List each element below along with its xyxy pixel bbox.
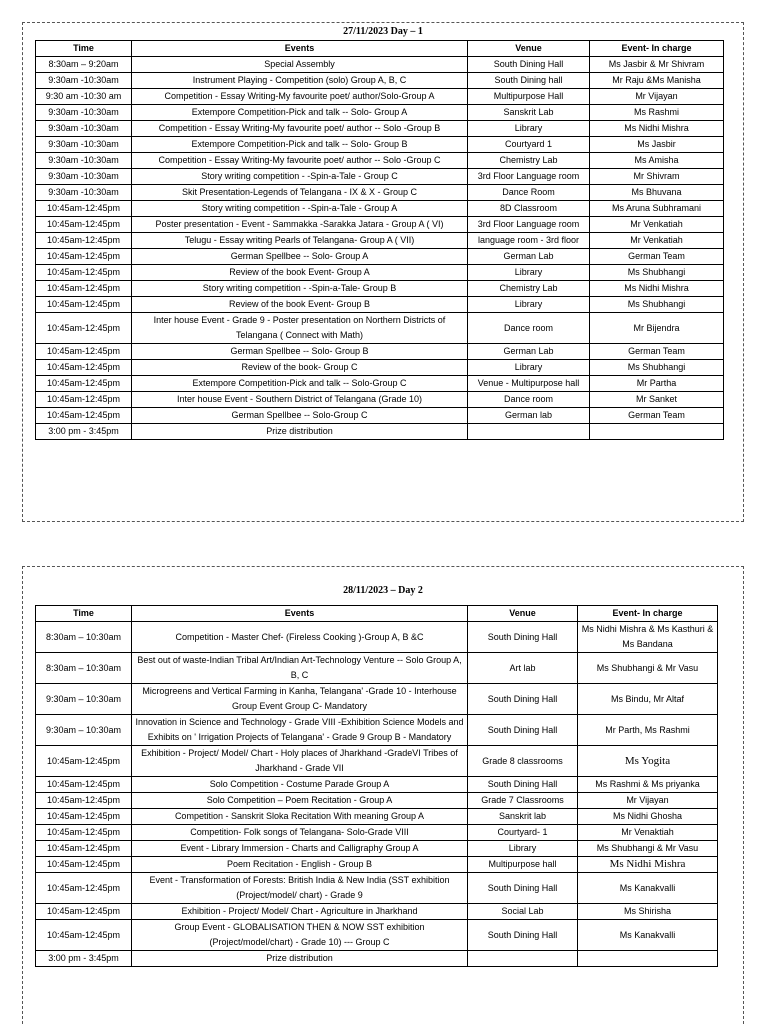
- cell-time: 9:30am -10:30am: [36, 73, 132, 89]
- cell-event: Solo Competition - Costume Parade Group A: [132, 777, 468, 793]
- cell-venue: Library: [468, 121, 590, 137]
- cell-event: Story writing competition - -Spin-a-Tale - Group A: [132, 201, 468, 217]
- cell-event: Review of the book Event- Group A: [132, 265, 468, 281]
- header-venue: Venue: [468, 41, 590, 57]
- cell-time: 9:30am -10:30am: [36, 185, 132, 201]
- cell-venue: Dance room: [468, 392, 590, 408]
- cell-venue: Library: [468, 841, 578, 857]
- table-row: [36, 920, 718, 951]
- cell-venue: South Dining Hall: [468, 715, 578, 746]
- cell-time: 10:45am-12:45pm: [36, 857, 132, 873]
- cell-event: Extempore Competition-Pick and talk -- Solo- Group B: [132, 137, 468, 153]
- cell-venue: [468, 424, 590, 440]
- cell-event: Exhibition - Project/ Model/ Chart - Agriculture in Jharkhand: [132, 904, 468, 920]
- cell-venue: Library: [468, 360, 590, 376]
- cell-venue: Sanskrit lab: [468, 809, 578, 825]
- cell-event: Telugu - Essay writing Pearls of Telangana- Group A ( VII): [132, 233, 468, 249]
- cell-event: Event - Library Immersion - Charts and Calligraphy Group A: [132, 841, 468, 857]
- table-row: [36, 360, 724, 376]
- table-row: [36, 281, 724, 297]
- cell-incharge: Ms Nidhi Mishra: [590, 121, 724, 137]
- cell-time: 10:45am-12:45pm: [36, 793, 132, 809]
- cell-time: 10:45am-12:45pm: [36, 297, 132, 313]
- cell-venue: South Dining hall: [468, 73, 590, 89]
- cell-time: 8:30am – 9:20am: [36, 57, 132, 73]
- cell-event: Special Assembly: [132, 57, 468, 73]
- table-row: [36, 684, 718, 715]
- cell-incharge: Ms Rashmi & Ms priyanka: [578, 777, 718, 793]
- day1-header-row: [36, 41, 724, 57]
- cell-incharge: German Team: [590, 408, 724, 424]
- day2-header-row: [36, 606, 718, 622]
- table-row: [36, 265, 724, 281]
- cell-time: 10:45am-12:45pm: [36, 217, 132, 233]
- cell-event: Extempore Competition-Pick and talk -- Solo-Group C: [132, 376, 468, 392]
- cell-event: Story writing competition - -Spin-a-Tale- Group B: [132, 281, 468, 297]
- cell-time: 9:30am – 10:30am: [36, 715, 132, 746]
- cell-incharge: Mr Sanket: [590, 392, 724, 408]
- cell-venue: Sanskrit Lab: [468, 105, 590, 121]
- table-row: [36, 137, 724, 153]
- cell-venue: Courtyard 1: [468, 137, 590, 153]
- header-events: Events: [132, 606, 468, 622]
- cell-incharge: Ms Jasbir: [590, 137, 724, 153]
- table-row: [36, 857, 718, 873]
- day2-schedule-block: [22, 566, 744, 1024]
- cell-incharge: Ms Nidhi Mishra: [578, 857, 718, 873]
- cell-incharge: Ms Nidhi Ghosha: [578, 809, 718, 825]
- day2-table-body: [36, 622, 718, 967]
- cell-incharge: Mr Raju &Ms Manisha: [590, 73, 724, 89]
- cell-incharge: Ms Shubhangi & Mr Vasu: [578, 841, 718, 857]
- cell-event: Competition - Sanskrit Sloka Recitation With meaning Group A: [132, 809, 468, 825]
- cell-venue: Multipurpose hall: [468, 857, 578, 873]
- cell-event: Skit Presentation-Legends of Telangana - IX & X - Group C: [132, 185, 468, 201]
- cell-venue: Dance Room: [468, 185, 590, 201]
- cell-incharge: Ms Kanakvalli: [578, 920, 718, 951]
- cell-time: 9:30am -10:30am: [36, 105, 132, 121]
- cell-venue: Grade 8 classrooms: [468, 746, 578, 777]
- cell-time: 9:30am – 10:30am: [36, 684, 132, 715]
- cell-venue: Dance room: [468, 313, 590, 344]
- table-row: [36, 57, 724, 73]
- cell-incharge: Ms Bhuvana: [590, 185, 724, 201]
- cell-incharge: Mr Shivram: [590, 169, 724, 185]
- cell-event: Prize distribution: [132, 951, 468, 967]
- cell-venue: Courtyard- 1: [468, 825, 578, 841]
- header-incharge: Event- In charge: [578, 606, 718, 622]
- cell-incharge: Mr Parth, Ms Rashmi: [578, 715, 718, 746]
- table-row: [36, 344, 724, 360]
- cell-incharge: Mr Bijendra: [590, 313, 724, 344]
- table-row: [36, 653, 718, 684]
- cell-time: 10:45am-12:45pm: [36, 281, 132, 297]
- day1-table: [35, 40, 724, 440]
- table-row: [36, 904, 718, 920]
- cell-event: Competition - Master Chef- (Fireless Cooking )-Group A, B &C: [132, 622, 468, 653]
- cell-incharge: Ms Kanakvalli: [578, 873, 718, 904]
- day1-schedule-block: [22, 22, 744, 522]
- cell-incharge: German Team: [590, 249, 724, 265]
- cell-time: 8:30am – 10:30am: [36, 622, 132, 653]
- day1-title: 27/11/2023 Day – 1: [343, 26, 423, 37]
- cell-incharge: [578, 951, 718, 967]
- cell-incharge: Ms Aruna Subhramani: [590, 201, 724, 217]
- cell-incharge: German Team: [590, 344, 724, 360]
- cell-venue: German lab: [468, 408, 590, 424]
- cell-time: 9:30am -10:30am: [36, 169, 132, 185]
- cell-incharge: Ms Shirisha: [578, 904, 718, 920]
- cell-time: 10:45am-12:45pm: [36, 313, 132, 344]
- cell-event: Review of the book- Group C: [132, 360, 468, 376]
- cell-incharge: [590, 424, 724, 440]
- table-row: [36, 89, 724, 105]
- table-row: [36, 233, 724, 249]
- cell-venue: 8D Classroom: [468, 201, 590, 217]
- cell-venue: South Dining Hall: [468, 622, 578, 653]
- cell-time: 10:45am-12:45pm: [36, 873, 132, 904]
- cell-time: 10:45am-12:45pm: [36, 777, 132, 793]
- table-row: [36, 392, 724, 408]
- cell-venue: 3rd Floor Language room: [468, 169, 590, 185]
- table-row: [36, 873, 718, 904]
- cell-time: 10:45am-12:45pm: [36, 249, 132, 265]
- table-row: [36, 217, 724, 233]
- table-row: [36, 951, 718, 967]
- header-time: Time: [36, 41, 132, 57]
- cell-event: Event - Transformation of Forests: British India & New India (SST exhibition (Project/model/ chart) - Grade 9: [132, 873, 468, 904]
- cell-event: Solo Competition – Poem Recitation - Group A: [132, 793, 468, 809]
- cell-time: 10:45am-12:45pm: [36, 392, 132, 408]
- cell-incharge: Mr Partha: [590, 376, 724, 392]
- cell-incharge: Ms Amisha: [590, 153, 724, 169]
- cell-time: 10:45am-12:45pm: [36, 920, 132, 951]
- cell-time: 10:45am-12:45pm: [36, 904, 132, 920]
- cell-time: 10:45am-12:45pm: [36, 233, 132, 249]
- table-row: [36, 746, 718, 777]
- table-row: [36, 715, 718, 746]
- day2-table: [35, 605, 718, 967]
- cell-venue: language room - 3rd floor: [468, 233, 590, 249]
- cell-time: 10:45am-12:45pm: [36, 265, 132, 281]
- day1-table-body: [36, 57, 724, 440]
- table-row: [36, 297, 724, 313]
- cell-incharge: Ms Shubhangi: [590, 360, 724, 376]
- table-row: [36, 793, 718, 809]
- cell-incharge: Ms Jasbir & Mr Shivram: [590, 57, 724, 73]
- cell-event: German Spellbee -- Solo-Group C: [132, 408, 468, 424]
- table-row: [36, 121, 724, 137]
- cell-event: Microgreens and Vertical Farming in Kanha, Telangana' -Grade 10 - Interhouse Group Event Group C- Mandatory: [132, 684, 468, 715]
- cell-venue: South Dining Hall: [468, 57, 590, 73]
- cell-event: German Spellbee -- Solo- Group A: [132, 249, 468, 265]
- header-time: Time: [36, 606, 132, 622]
- cell-venue: South Dining Hall: [468, 684, 578, 715]
- cell-event: Competition - Essay Writing-My favourite poet/ author -- Solo -Group C: [132, 153, 468, 169]
- cell-venue: Chemistry Lab: [468, 281, 590, 297]
- cell-venue: Grade 7 Classrooms: [468, 793, 578, 809]
- cell-venue: Library: [468, 265, 590, 281]
- cell-time: 10:45am-12:45pm: [36, 201, 132, 217]
- cell-venue: Art lab: [468, 653, 578, 684]
- table-row: [36, 777, 718, 793]
- table-row: [36, 73, 724, 89]
- table-row: [36, 105, 724, 121]
- table-row: [36, 185, 724, 201]
- table-row: [36, 153, 724, 169]
- day2-title: 28/11/2023 – Day 2: [343, 585, 423, 596]
- cell-time: 9:30am -10:30am: [36, 137, 132, 153]
- cell-event: Exhibition - Project/ Model/ Chart - Holy places of Jharkhand -GradeVI Tribes of Jharkhand - Grade VII: [132, 746, 468, 777]
- cell-venue: South Dining Hall: [468, 777, 578, 793]
- cell-incharge: Mr Venkatiah: [590, 233, 724, 249]
- cell-time: 3:00 pm - 3:45pm: [36, 424, 132, 440]
- cell-venue: South Dining Hall: [468, 920, 578, 951]
- cell-incharge: Ms Yogita: [578, 746, 718, 777]
- table-row: [36, 622, 718, 653]
- cell-event: Prize distribution: [132, 424, 468, 440]
- cell-time: 10:45am-12:45pm: [36, 376, 132, 392]
- cell-venue: [468, 951, 578, 967]
- table-row: [36, 376, 724, 392]
- cell-event: Innovation in Science and Technology - Grade VIII -Exhibition Science Models and Exhibits on ' Irrigation Projects of Telangana' - Grade 9 Group B - Mandatory: [132, 715, 468, 746]
- cell-incharge: Ms Nidhi Mishra & Ms Kasthuri & Ms Bandana: [578, 622, 718, 653]
- header-incharge: Event- In charge: [590, 41, 724, 57]
- cell-incharge: Ms Nidhi Mishra: [590, 281, 724, 297]
- cell-incharge: Ms Bindu, Mr Altaf: [578, 684, 718, 715]
- table-row: [36, 841, 718, 857]
- cell-event: Story writing competition - -Spin-a-Tale - Group C: [132, 169, 468, 185]
- cell-time: 10:45am-12:45pm: [36, 809, 132, 825]
- cell-event: Competition - Essay Writing-My favourite poet/ author/Solo-Group A: [132, 89, 468, 105]
- cell-event: Group Event - GLOBALISATION THEN & NOW SST exhibition (Project/model/chart) - Grade 10) --- Group C: [132, 920, 468, 951]
- table-row: [36, 424, 724, 440]
- cell-incharge: Mr Vijayan: [590, 89, 724, 105]
- cell-event: Best out of waste-Indian Tribal Art/Indian Art-Technology Venture -- Solo Group A, B, C: [132, 653, 468, 684]
- cell-incharge: Ms Rashmi: [590, 105, 724, 121]
- cell-time: 10:45am-12:45pm: [36, 344, 132, 360]
- cell-time: 10:45am-12:45pm: [36, 746, 132, 777]
- cell-event: Review of the book Event- Group B: [132, 297, 468, 313]
- cell-venue: 3rd Floor Language room: [468, 217, 590, 233]
- cell-time: 10:45am-12:45pm: [36, 408, 132, 424]
- table-row: [36, 809, 718, 825]
- cell-venue: German Lab: [468, 249, 590, 265]
- cell-venue: South Dining Hall: [468, 873, 578, 904]
- cell-venue: Library: [468, 297, 590, 313]
- cell-time: 10:45am-12:45pm: [36, 841, 132, 857]
- cell-incharge: Mr Venkatiah: [590, 217, 724, 233]
- cell-event: Poster presentation - Event - Sammakka -Sarakka Jatara - Group A ( VI): [132, 217, 468, 233]
- cell-incharge: Ms Shubhangi: [590, 265, 724, 281]
- table-row: [36, 313, 724, 344]
- table-row: [36, 201, 724, 217]
- cell-venue: German Lab: [468, 344, 590, 360]
- cell-time: 8:30am – 10:30am: [36, 653, 132, 684]
- cell-time: 10:45am-12:45pm: [36, 825, 132, 841]
- cell-venue: Multipurpose Hall: [468, 89, 590, 105]
- cell-event: Inter house Event - Grade 9 - Poster presentation on Northern Districts of Telangana ( Connect with Math): [132, 313, 468, 344]
- cell-event: Competition- Folk songs of Telangana- Solo-Grade VIII: [132, 825, 468, 841]
- cell-time: 3:00 pm - 3:45pm: [36, 951, 132, 967]
- cell-venue: Social Lab: [468, 904, 578, 920]
- cell-time: 9:30am -10:30am: [36, 153, 132, 169]
- cell-event: Competition - Essay Writing-My favourite poet/ author -- Solo -Group B: [132, 121, 468, 137]
- cell-event: Poem Recitation - English - Group B: [132, 857, 468, 873]
- cell-venue: Venue - Multipurpose hall: [468, 376, 590, 392]
- cell-venue: Chemistry Lab: [468, 153, 590, 169]
- cell-event: German Spellbee -- Solo- Group B: [132, 344, 468, 360]
- cell-time: 9:30 am -10:30 am: [36, 89, 132, 105]
- table-row: [36, 408, 724, 424]
- cell-incharge: Ms Shubhangi: [590, 297, 724, 313]
- cell-time: 9:30am -10:30am: [36, 121, 132, 137]
- cell-event: Instrument Playing - Competition (solo) Group A, B, C: [132, 73, 468, 89]
- cell-incharge: Mr Venaktiah: [578, 825, 718, 841]
- table-row: [36, 249, 724, 265]
- cell-incharge: Mr Vijayan: [578, 793, 718, 809]
- table-row: [36, 169, 724, 185]
- cell-time: 10:45am-12:45pm: [36, 360, 132, 376]
- cell-event: Extempore Competition-Pick and talk -- Solo- Group A: [132, 105, 468, 121]
- header-venue: Venue: [468, 606, 578, 622]
- table-row: [36, 825, 718, 841]
- cell-event: Inter house Event - Southern District of Telangana (Grade 10): [132, 392, 468, 408]
- header-events: Events: [132, 41, 468, 57]
- cell-incharge: Ms Shubhangi & Mr Vasu: [578, 653, 718, 684]
